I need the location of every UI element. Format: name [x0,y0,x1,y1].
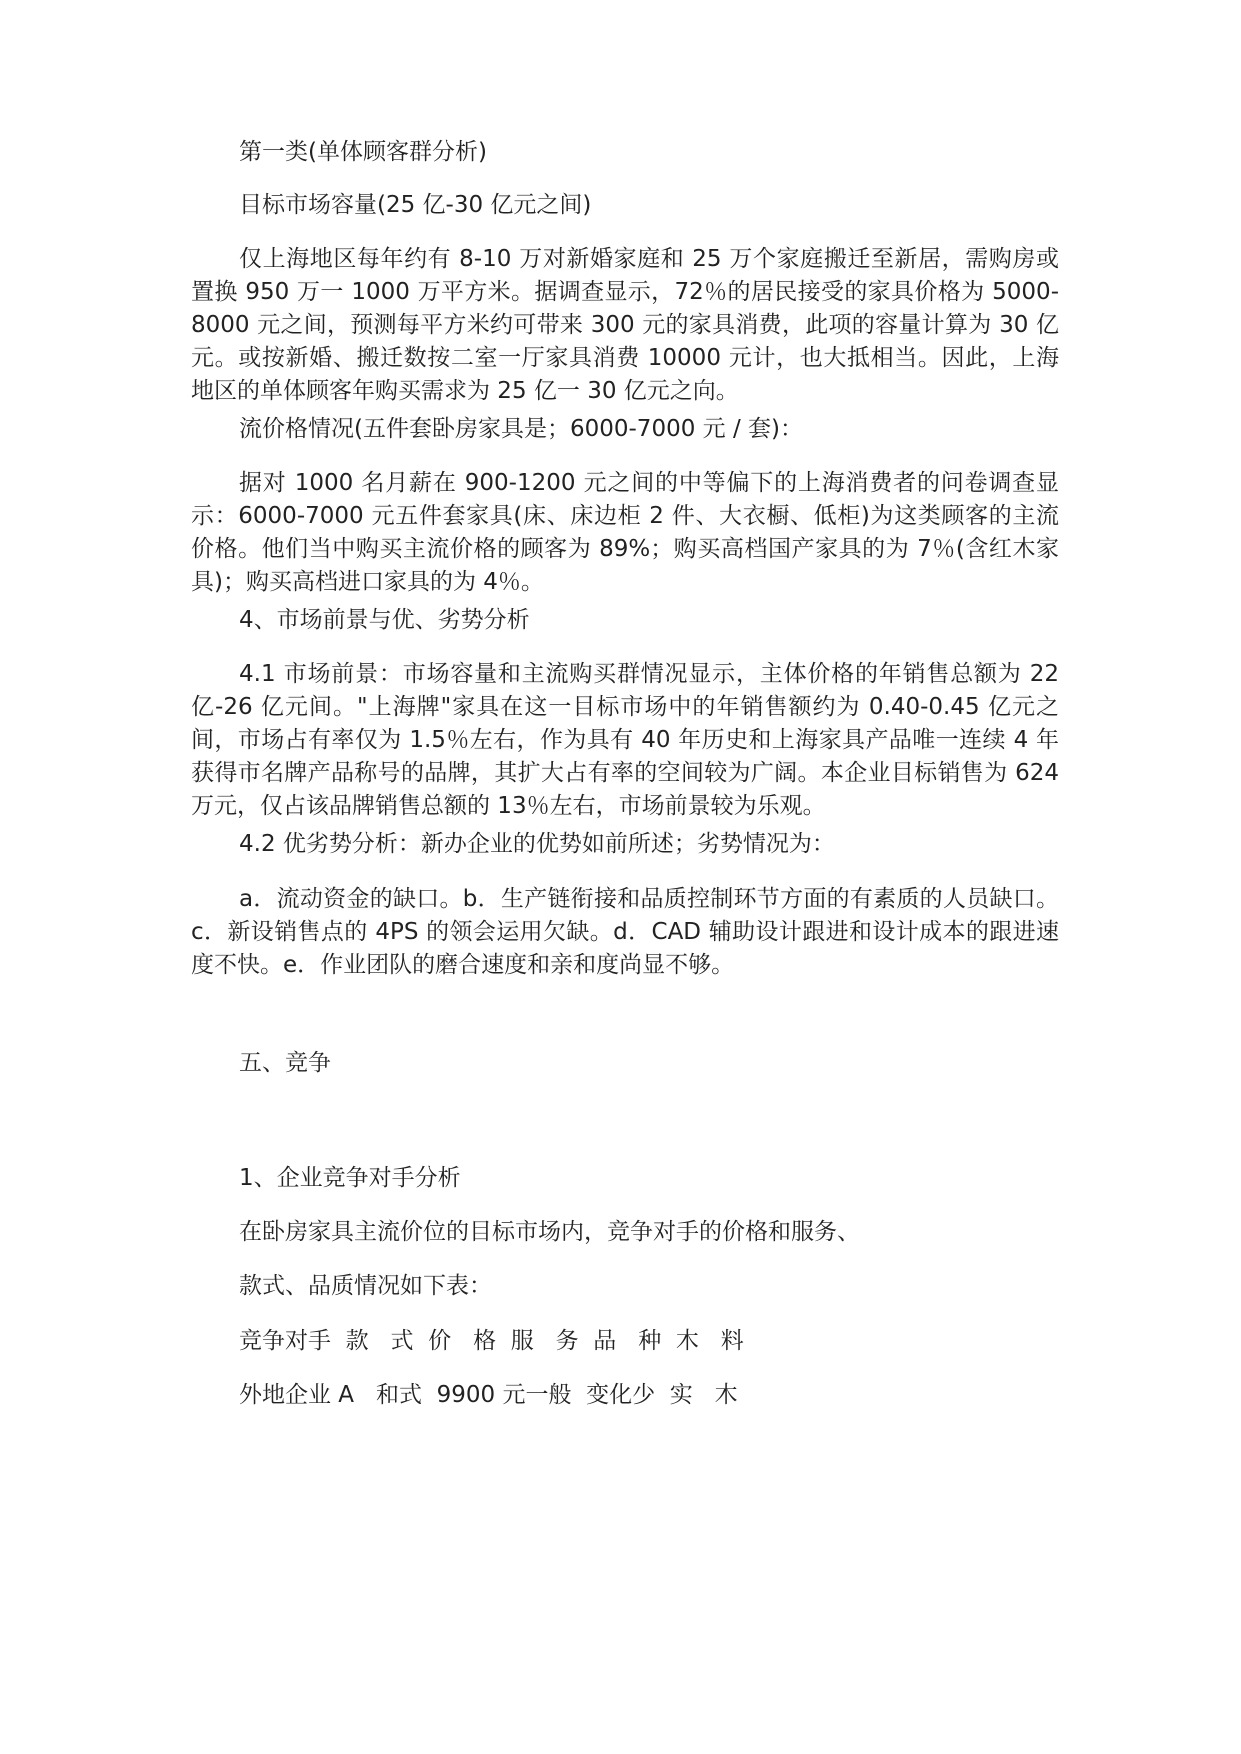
paragraph-price: 据对 1000 名月薪在 900-1200 元之间的中等偏下的上海消费者的问卷调查显示：6000-7000 元五件套家具(床、床边柜 2 件、大衣橱、低柜)为这类顾客的主流价格。他们当中购买主流价格的顾客为 89%；购买高档国产家具的为 7％(含红木家具)；购买高档进口家具的为 4％。 [191,470,1059,595]
line-competitor-1: 在卧房家具主流价位的目标市场内，竞争对手的价格和服务、 [239,1219,860,1245]
heading-outlook: 4、市场前景与优、劣势分析 [239,607,530,633]
paragraph-outlook: 4.1 市场前景：市场容量和主流购买群情况显示，主体价格的年销售总额为 22 亿-26 亿元间。"上海牌"家具在这一目标市场中的年销售额约为 0.40-0.45 亿元之间，市场占有率仅为 1.5％左右，作为具有 40 年历史和上海家具产品唯一连续 4 年获得市名牌产品称号的品牌，其扩大占有率的空间较为广阔。本企业目标销售为 624 万元，仅占该品牌销售总额的 13％左右，市场前景较为乐观。 [191,661,1059,819]
table-row-line: 外地企业 A 和式 9900 元一般 变化少 实 木 [239,1382,738,1408]
heading-section-5: 五、竞争 [239,1050,331,1076]
heading-competitor: 1、企业竞争对手分析 [239,1165,461,1191]
heading-capacity: 目标市场容量(25 亿-30 亿元之间) [239,192,592,218]
paragraph-weakness: a．流动资金的缺口。b．生产链衔接和品质控制环节方面的有素质的人员缺口。c．新设销售点的 4PS 的领会运用欠缺。d．CAD 辅助设计跟进和设计成本的跟进速度不快。e．作业团队的磨合速度和亲和度尚显不够。 [191,886,1059,978]
line-competitor-2: 款式、品质情况如下表： [239,1273,492,1299]
heading-price: 流价格情况(五件套卧房家具是；6000-7000 元 / 套)： [239,416,803,442]
heading-swot: 4.2 优劣势分析：新办企业的优势如前所述；劣势情况为： [239,831,835,857]
heading-category: 第一类(单体顾客群分析) [239,139,487,165]
table-header-line: 竞争对手 款 式 价 格 服 务 品 种 木 料 [239,1328,744,1354]
paragraph-capacity: 仅上海地区每年约有 8-10 万对新婚家庭和 25 万个家庭搬迁至新居，需购房或置换 950 万一 1000 万平方米。据调查显示，72％的居民接受的家具价格为 5000-8000 元之间，预测每平方米约可带来 300 元的家具消费，此项的容量计算为 30 亿元。或按新婚、搬迁数按二室一厅家具消费 10000 元计，也大抵相当。因此，上海地区的单体顾客年购买需求为 25 亿一 30 亿元之向。 [191,246,1059,404]
